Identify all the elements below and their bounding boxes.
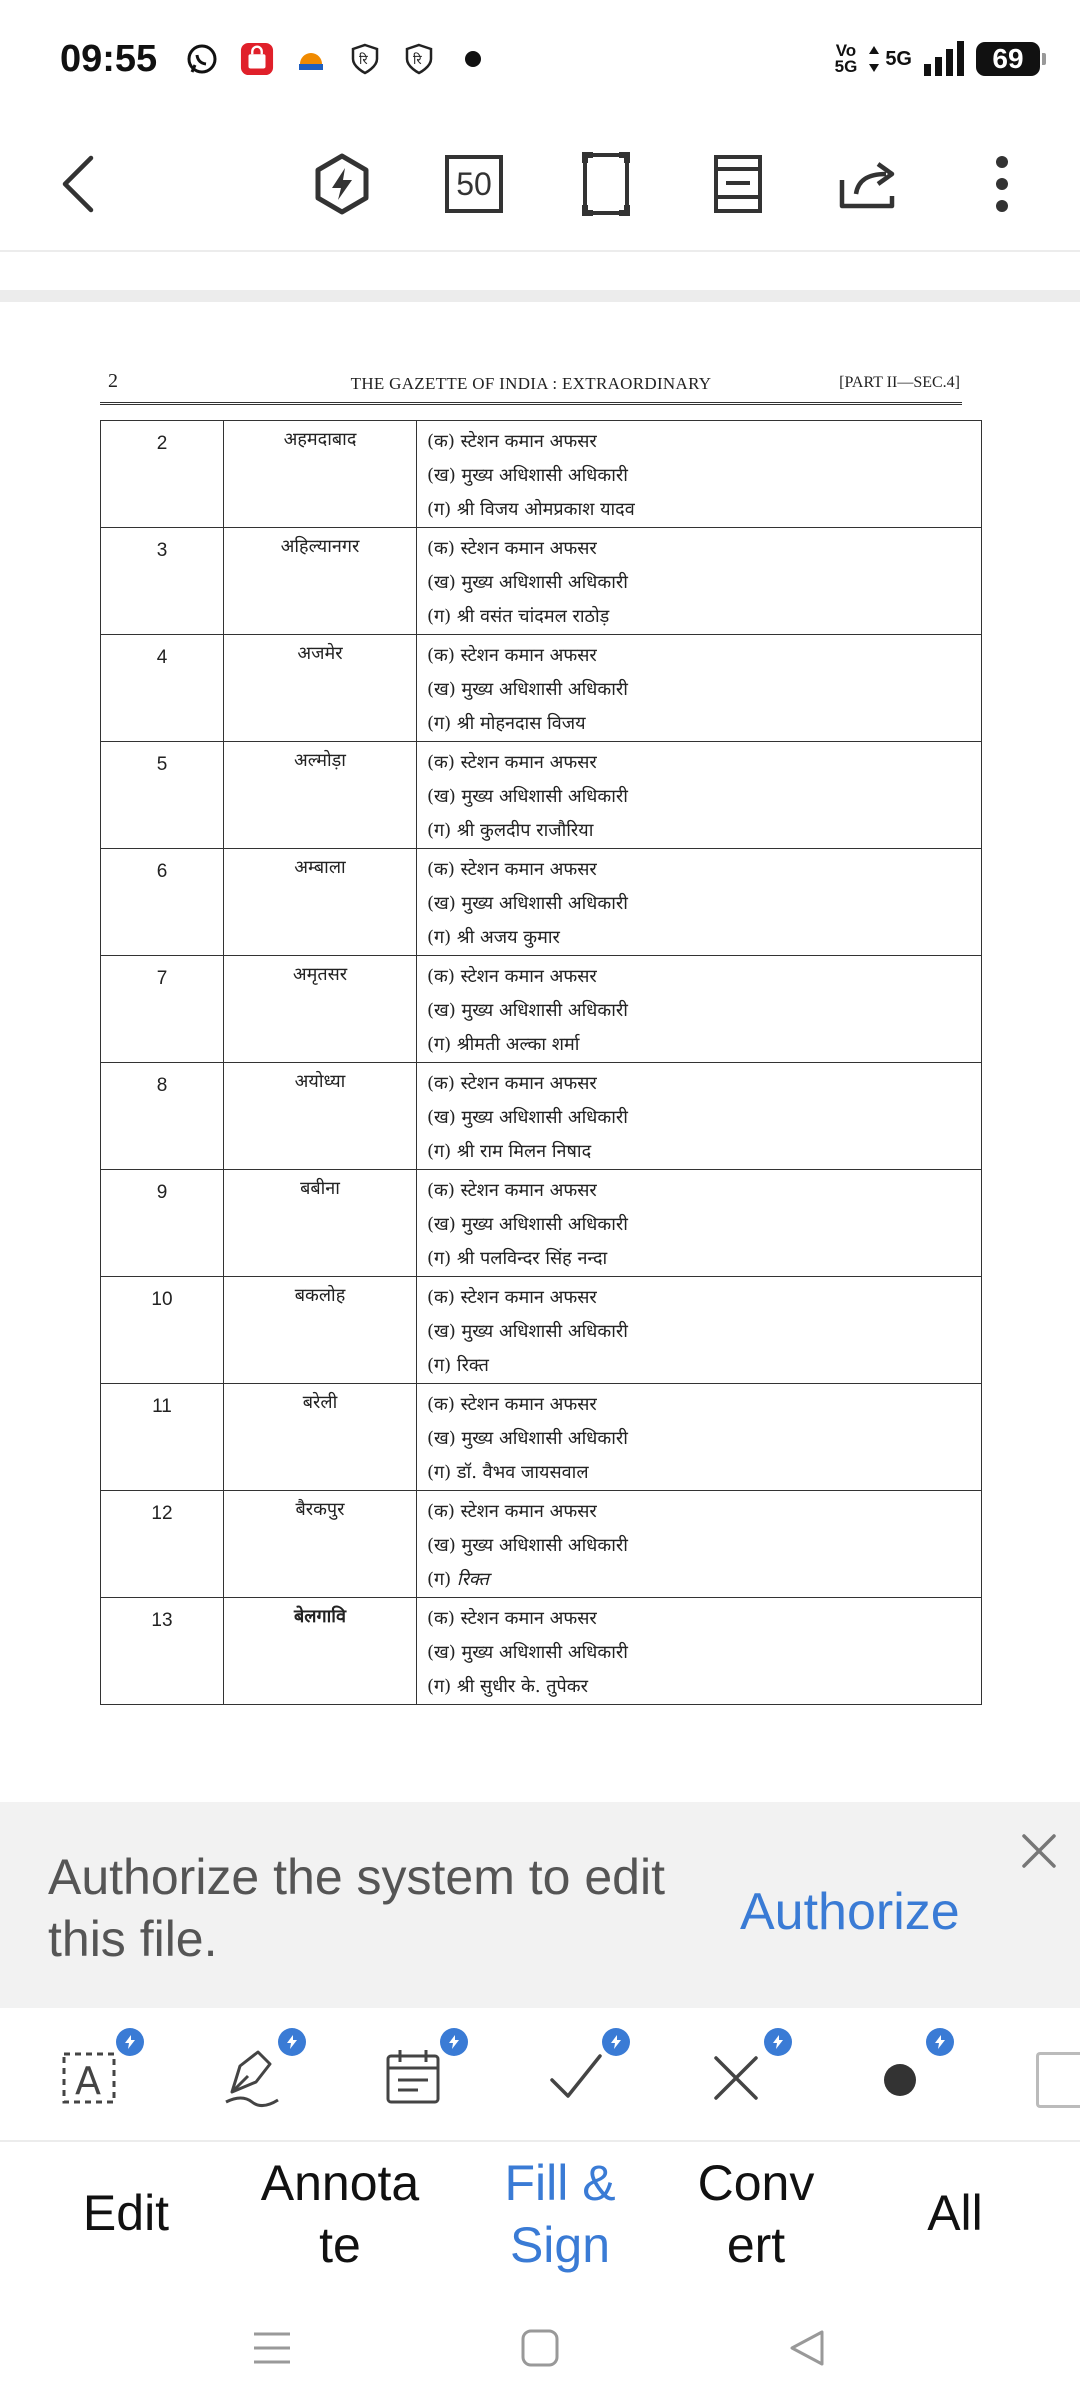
- document-page[interactable]: [0, 302, 1080, 1800]
- cantonment-name: अमृतसर: [224, 956, 417, 1063]
- premium-badge: [926, 2028, 954, 2056]
- officer-b: (ख) मुख्य अधिशासी अधिकारी: [427, 1642, 628, 1663]
- officer-c: (ग) श्री अजय कुमार: [427, 927, 560, 948]
- authorize-button[interactable]: Authorize: [740, 1883, 960, 1941]
- authorize-banner: [0, 1802, 1080, 2008]
- signature-tool[interactable]: [212, 2036, 292, 2116]
- officer-list: [417, 528, 982, 635]
- officer-b: (ख) मुख्य अधिशासी अधिकारी: [427, 1535, 628, 1556]
- cross-tool[interactable]: [698, 2036, 778, 2116]
- close-icon: [1016, 1828, 1062, 1874]
- officer-b: (ख) मुख्य अधिशासी अधिकारी: [427, 786, 628, 807]
- back-nav-button[interactable]: [786, 2326, 830, 2370]
- officer-list: [417, 635, 982, 742]
- whatsapp-icon: [186, 42, 220, 76]
- premium-badge: [602, 2028, 630, 2056]
- row-number: 7: [101, 956, 224, 1063]
- tab-convert-label-2: ert: [726, 2217, 786, 2273]
- dot-tool[interactable]: [860, 2036, 940, 2116]
- tab-fill-sign-label-2: Sign: [509, 2217, 611, 2273]
- officer-c: (ग) श्री सुधीर के. तुपेकर: [427, 1676, 588, 1697]
- premium-badge: [278, 2028, 306, 2056]
- back-triangle-icon: [786, 2326, 830, 2370]
- dot-icon: [456, 42, 490, 76]
- officer-list: [417, 956, 982, 1063]
- more-button[interactable]: [962, 144, 1042, 224]
- tab-annotate-label-1: Annota: [260, 2155, 420, 2211]
- row-number: 8: [101, 1063, 224, 1170]
- back-icon: [53, 154, 103, 214]
- table-row: [101, 849, 982, 956]
- cantonment-name: बैरकपुर: [224, 1491, 417, 1598]
- text-field-tool[interactable]: [50, 2036, 130, 2116]
- gazette-header: [100, 368, 962, 405]
- status-bar: [0, 0, 1080, 120]
- share-button[interactable]: [830, 144, 910, 224]
- officer-a: (क) स्टेशन कमान अफसर: [427, 645, 597, 666]
- reading-mode-button[interactable]: [698, 144, 778, 224]
- checkmark-tool[interactable]: [536, 2036, 616, 2116]
- cantonment-name: अम्बाला: [224, 849, 417, 956]
- officer-c: (ग) श्रीमती अल्का शर्मा: [427, 1034, 580, 1055]
- svg-text:A: A: [75, 2059, 101, 2103]
- officer-c: (ग) श्री वसंत चांदमल राठोड़: [427, 606, 610, 627]
- cantonment-name: अल्मोड़ा: [224, 742, 417, 849]
- officer-a: (क) स्टेशन कमान अफसर: [427, 1180, 597, 1201]
- table-row: [101, 1063, 982, 1170]
- tab-all-label: All: [927, 2185, 983, 2241]
- cantonment-name: अयोध्या: [224, 1063, 417, 1170]
- premium-badge: [764, 2028, 792, 2056]
- shopping-bag-icon: [240, 42, 274, 76]
- system-nav-bar: [0, 2290, 1080, 2400]
- officer-list: [417, 1277, 982, 1384]
- row-number: 6: [101, 849, 224, 956]
- system-status: [835, 40, 1040, 78]
- cantonment-name: बकलोह: [224, 1277, 417, 1384]
- home-icon: [518, 2326, 562, 2370]
- officer-a: (क) स्टेशन कमान अफसर: [427, 752, 597, 773]
- officer-a: (क) स्टेशन कमान अफसर: [427, 1501, 597, 1522]
- officer-list: [417, 1170, 982, 1277]
- officer-b: (ख) मुख्य अधिशासी अधिकारी: [427, 1107, 628, 1128]
- shield-app-icon: [348, 42, 382, 76]
- officer-a: (क) स्टेशन कमान अफसर: [427, 859, 597, 880]
- officer-c: (ग) डॉ. वैभव जायसवाल: [427, 1462, 589, 1483]
- officer-a: (क) स्टेशन कमान अफसर: [427, 966, 597, 987]
- row-number: 13: [101, 1598, 224, 1705]
- officer-a: (क) स्टेशन कमान अफसर: [427, 1394, 597, 1415]
- more-icon: [994, 154, 1010, 214]
- table-row: [101, 1491, 982, 1598]
- table-row: [101, 1598, 982, 1705]
- premium-badge: [116, 2028, 144, 2056]
- officer-list: [417, 1063, 982, 1170]
- back-button[interactable]: [38, 144, 118, 224]
- cantonment-name: अजमेर: [224, 635, 417, 742]
- network-type: 5G: [885, 48, 912, 70]
- officer-c: (ग) श्री विजय ओमप्रकाश यादव: [427, 499, 635, 520]
- tab-fill-sign[interactable]: [470, 2152, 650, 2276]
- officer-c-prefix: (ग): [427, 1569, 457, 1590]
- officer-b: (ख) मुख्य अधिशासी अधिकारी: [427, 1321, 628, 1342]
- row-number: 2: [101, 421, 224, 528]
- officer-b: (ख) मुख्य अधिशासी अधिकारी: [427, 679, 628, 700]
- officer-list: [417, 1598, 982, 1705]
- table-row: [101, 635, 982, 742]
- tab-convert[interactable]: [676, 2152, 836, 2276]
- tab-annotate-label-2: te: [319, 2217, 361, 2273]
- gazette-page-number: 2: [108, 370, 118, 392]
- officer-a: (क) स्टेशन कमान अफसर: [427, 431, 597, 452]
- row-number: 9: [101, 1170, 224, 1277]
- tab-edit[interactable]: [66, 2182, 186, 2244]
- officer-c: (ग) श्री पलविन्दर सिंह नन्दा: [427, 1248, 608, 1269]
- officer-list: [417, 421, 982, 528]
- officer-b: (ख) मुख्य अधिशासी अधिकारी: [427, 1428, 628, 1449]
- battery-indicator: 69: [976, 42, 1040, 76]
- bottom-tabs: [0, 2142, 1080, 2282]
- date-tool[interactable]: [374, 2036, 454, 2116]
- cantonment-name: बेलगावि: [224, 1598, 417, 1705]
- officer-list: [417, 849, 982, 956]
- officer-b: (ख) मुख्य अधिशासी अधिकारी: [427, 465, 628, 486]
- volte-indicator: Vo 5G: [834, 41, 858, 76]
- table-row: [101, 1170, 982, 1277]
- data-arrows-icon: [867, 44, 881, 74]
- authorize-message: Authorize the system to edit this file.: [48, 1849, 665, 1967]
- svg-text:रि: रि: [359, 53, 368, 68]
- officer-c: (ग) रिक्त: [427, 1355, 489, 1376]
- page-separator: [0, 290, 1080, 302]
- home-button[interactable]: [518, 2326, 562, 2370]
- row-number: 10: [101, 1277, 224, 1384]
- page-count-button[interactable]: [434, 144, 514, 224]
- premium-badge: [440, 2028, 468, 2056]
- row-number: 5: [101, 742, 224, 849]
- notification-icons: [186, 42, 490, 76]
- cantonment-name: बबीना: [224, 1170, 417, 1277]
- officer-b: (ख) मुख्य अधिशासी अधिकारी: [427, 1000, 628, 1021]
- shield-app-icon: [402, 42, 436, 76]
- svg-text:रि: रि: [413, 53, 422, 68]
- table-row: [101, 1277, 982, 1384]
- gazette-part: [PART II—SEC.4]: [839, 374, 960, 391]
- cantonment-name: अहमदाबाद: [224, 421, 417, 528]
- officer-c: [427, 1563, 981, 1597]
- cantonment-table: [100, 420, 982, 1705]
- table-row: [101, 421, 982, 528]
- row-number: 3: [101, 528, 224, 635]
- table-row: [101, 528, 982, 635]
- quick-action-button[interactable]: [302, 144, 382, 224]
- tab-convert-label-1: Conv: [697, 2155, 815, 2211]
- officer-a: (क) स्टेशन कमान अफसर: [427, 1608, 597, 1629]
- news-icon: [294, 42, 328, 76]
- officer-c: (ग) श्री राम मिलन निषाद: [427, 1141, 592, 1162]
- officer-a: (क) स्टेशन कमान अफसर: [427, 1287, 597, 1308]
- officer-a: (क) स्टेशन कमान अफसर: [427, 1073, 597, 1094]
- tab-edit-label: Edit: [82, 2185, 170, 2241]
- officer-list: [417, 742, 982, 849]
- table-row: [101, 956, 982, 1063]
- row-number: 4: [101, 635, 224, 742]
- menu-icon: [250, 2326, 294, 2370]
- reading-mode-icon: [712, 153, 764, 215]
- officer-a: (क) स्टेशन कमान अफसर: [427, 538, 597, 559]
- officer-list: [417, 1491, 982, 1598]
- officer-c: (ग) श्री कुलदीप राजौरिया: [427, 820, 594, 841]
- page-count-label: 50: [456, 166, 492, 202]
- recent-apps-button[interactable]: [250, 2326, 294, 2370]
- row-number: 11: [101, 1384, 224, 1491]
- table-row: [101, 1384, 982, 1491]
- fullscreen-button[interactable]: [566, 144, 646, 224]
- cantonment-name: बरेली: [224, 1384, 417, 1491]
- officer-b: (ख) मुख्य अधिशासी अधिकारी: [427, 572, 628, 593]
- row-number: 12: [101, 1491, 224, 1598]
- gazette-title: THE GAZETTE OF INDIA : EXTRAORDINARY: [350, 374, 712, 393]
- tab-all[interactable]: [900, 2182, 1010, 2244]
- tab-fill-sign-label-1: Fill &: [504, 2155, 616, 2211]
- top-toolbar: [0, 120, 1080, 252]
- fill-sign-tools: [0, 2008, 1080, 2142]
- officer-b: (ख) मुख्य अधिशासी अधिकारी: [427, 893, 628, 914]
- signal-icon: [922, 40, 966, 78]
- officer-b: (ख) मुख्य अधिशासी अधिकारी: [427, 1214, 628, 1235]
- quick-action-icon: [310, 152, 374, 216]
- officer-list: [417, 1384, 982, 1491]
- officer-c-vacant: रिक्त: [456, 1569, 489, 1590]
- table-row: [101, 742, 982, 849]
- share-icon: [838, 156, 902, 212]
- more-tools-edge[interactable]: [1036, 2052, 1080, 2108]
- fullscreen-icon: [581, 151, 631, 217]
- close-banner-button[interactable]: [1016, 1828, 1062, 1874]
- cantonment-name: अहिल्यानगर: [224, 528, 417, 635]
- tab-annotate[interactable]: [250, 2152, 430, 2276]
- officer-c: (ग) श्री मोहनदास विजय: [427, 713, 586, 734]
- status-time: 09:55: [60, 38, 158, 80]
